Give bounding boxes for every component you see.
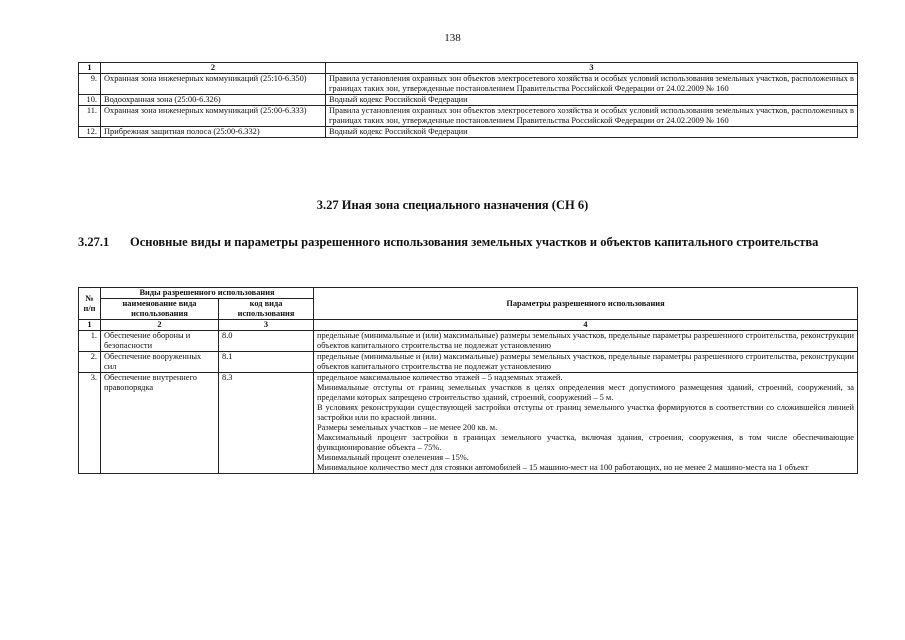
- row-number: 12.: [79, 127, 101, 138]
- row-number: 9.: [79, 74, 101, 95]
- zone-basis: Правила установления охранных зон объектов электросетевого хозяйства и особых условий использования земельных участков, расположенных в границах таких зон, утвержденные постановлением Правительства Российской Федерации от 24.02.2009 № 160: [326, 106, 858, 127]
- param-paragraph: Минимальный процент озеленения – 15%.: [317, 453, 469, 462]
- column-number: 2: [101, 63, 326, 74]
- param-paragraph: Размеры земельных участков – не менее 200 кв. м.: [317, 423, 498, 432]
- page-number: 138: [444, 32, 461, 44]
- table-row: [79, 352, 858, 373]
- header-use-name: наименование вида использования: [101, 299, 219, 320]
- column-number: 1: [79, 63, 101, 74]
- table-row: [79, 127, 858, 138]
- zone-name: Водоохранная зона (25:00-6.326): [101, 95, 326, 106]
- header-num: № п/п: [79, 288, 101, 320]
- zone-name: Охранная зона инженерных коммуникаций (25:00-6.333): [101, 106, 326, 127]
- row-number: 10.: [79, 95, 101, 106]
- use-params: предельные (минимальные и (или) максимальные) размеры земельных участков, предельные параметры разрешенного строительства, реконструкции объектов капитального строительства не подлежат установлению: [314, 352, 858, 373]
- zone-name: Охранная зона инженерных коммуникаций (25:10-6.350): [101, 74, 326, 95]
- table-row: [79, 373, 858, 474]
- column-number: 3: [219, 320, 314, 331]
- use-code: 8.3: [219, 373, 314, 474]
- use-params: [314, 373, 858, 474]
- param-paragraph: предельное максимальное количество этажей – 5 надземных этажей.: [317, 373, 563, 382]
- zone-basis: Водный кодекс Российской Федерации: [326, 127, 858, 138]
- table-row: [79, 74, 858, 95]
- permitted-use-column-numbers: [79, 320, 858, 331]
- row-number: 2.: [79, 352, 101, 373]
- zone-name: Прибрежная защитная полоса (25:00-6.332): [101, 127, 326, 138]
- use-name: Обеспечение обороны и безопасности: [101, 331, 219, 352]
- use-params: предельные (минимальные и (или) максимальные) размеры земельных участков, предельные параметры разрешенного строительства, реконструкции объектов капитального строительства не подлежат установлению: [314, 331, 858, 352]
- table-row: [79, 106, 858, 127]
- use-name: Обеспечение вооруженных сил: [101, 352, 219, 373]
- param-paragraph: Минимальное количество мест для стоянки автомобилей – 15 машино-мест на 100 работающих, но не менее 2 машино-места на 1 объект: [317, 463, 809, 472]
- subsection-heading: [78, 234, 858, 250]
- table-header-row: [79, 288, 858, 299]
- row-number: 11.: [79, 106, 101, 127]
- header-use-code: код вида использования: [219, 299, 314, 320]
- zone-basis: Водный кодекс Российской Федерации: [326, 95, 858, 106]
- subsection-title: Основные виды и параметры разрешенного использования земельных участков и объектов капитального строительства: [130, 235, 819, 249]
- param-paragraph: Минимальные отступы от границ земельных участков в целях определения мест допустимого размещения зданий, строений, сооружений, за пределами которых запрещено строительство зданий, строений, сооружений – 5 м.: [317, 383, 854, 402]
- zone-basis: Правила установления охранных зон объектов электросетевого хозяйства и особых условий использования земельных участков, расположенных в границах таких зон, утвержденные постановлением Правительства Российской Федерации от 24.02.2009 № 160: [326, 74, 858, 95]
- header-use-group: Виды разрешенного использования: [101, 288, 314, 299]
- use-code: 8.0: [219, 331, 314, 352]
- param-paragraph: Максимальный процент застройки в границах земельного участка, включая здания, строения, сооружения, в том числе обеспечивающие функционирование объекта – 75%.: [317, 433, 854, 452]
- subsection-number: 3.27.1: [78, 235, 110, 249]
- use-code: 8.1: [219, 352, 314, 373]
- table-row: [79, 331, 858, 352]
- use-name: Обеспечение внутреннего правопорядка: [101, 373, 219, 474]
- column-number: 1: [79, 320, 101, 331]
- permitted-use-table: [78, 287, 858, 474]
- row-number: 3.: [79, 373, 101, 474]
- column-number: 4: [314, 320, 858, 331]
- column-number: 2: [101, 320, 219, 331]
- zones-table: [78, 62, 858, 138]
- table-row: [79, 95, 858, 106]
- row-number: 1.: [79, 331, 101, 352]
- column-number: 3: [326, 63, 858, 74]
- param-paragraph: В условиях реконструкции существующей застройки отступы от границ земельного участка формируются в соответствии со сложившейся линией застройки или по красной линии.: [317, 403, 854, 422]
- zones-table-column-numbers: [79, 63, 858, 74]
- section-title: 3.27 Иная зона специального назначения (СН 6): [316, 198, 589, 212]
- header-params: Параметры разрешенного использования: [314, 288, 858, 320]
